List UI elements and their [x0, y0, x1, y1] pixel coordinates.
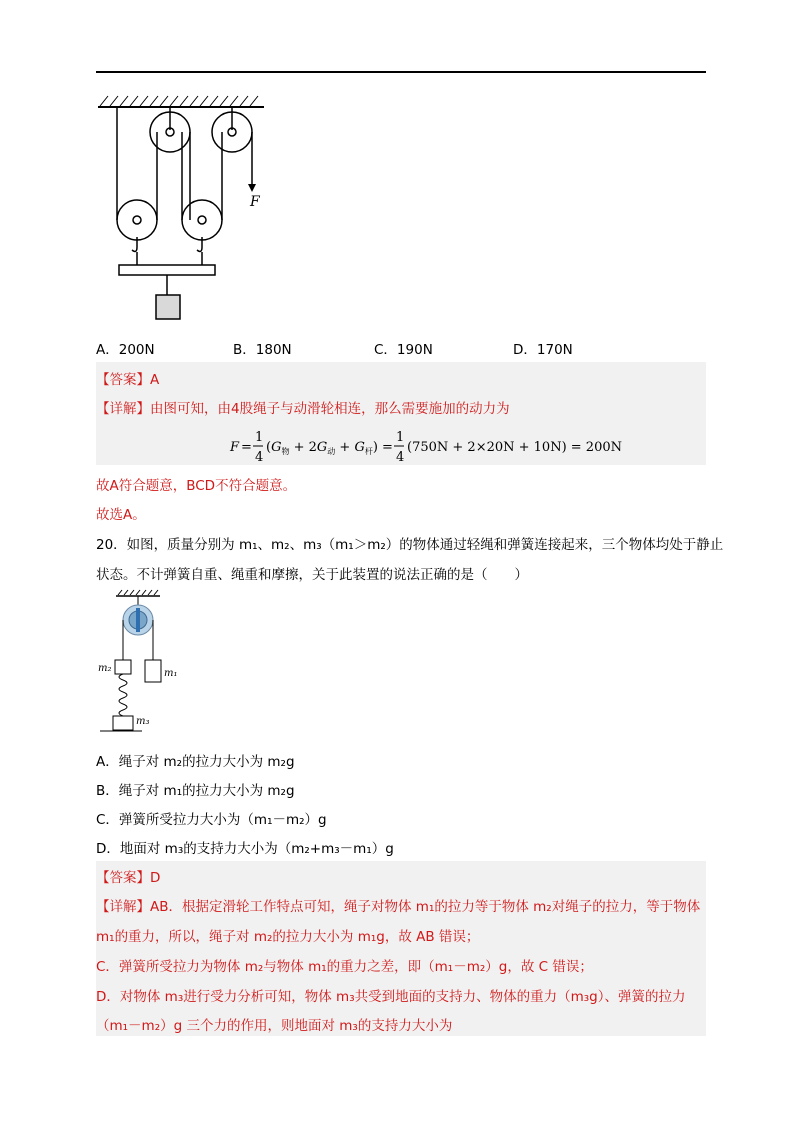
pulley-system-figure	[92, 92, 292, 332]
q20-detail-line-2: m₁的重力，所以，绳子对 m₂的拉力大小为 m₁g，故 AB 错误；	[96, 929, 480, 945]
q20-answer-box	[96, 861, 706, 1036]
m3-label: m₃	[136, 716, 150, 727]
option-c: C．190N	[374, 342, 433, 358]
q20-answer-tag: 【答案】D	[96, 870, 161, 886]
header-rule	[96, 71, 706, 73]
m1-label: m₁	[164, 668, 178, 679]
q19-conclusion-2: 故选A。	[96, 507, 146, 523]
q20-stem-line2: 状态。不计弹簧自重、绳重和摩擦，关于此装置的说法正确的是（ ）	[96, 567, 528, 583]
q20-detail-line-5: （m₁－m₂）g 三个力的作用，则地面对 m₃的支持力大小为	[96, 1018, 453, 1034]
q20-choice-d: D．地面对 m₃的支持力大小为（m₂+m₃－m₁）g	[96, 841, 394, 857]
q20-choice-b: B．绳子对 m₁的拉力大小为 m₂g	[96, 783, 295, 799]
q19-detail-tag: 【详解】	[96, 401, 150, 417]
q20-choice-c: C．弹簧所受拉力大小为（m₁－m₂）g	[96, 812, 327, 828]
svg-text:1: 1	[255, 430, 264, 445]
svg-text:(750N + 2×20N + 10N) = 200N: (750N + 2×20N + 10N) = 200N	[407, 440, 622, 455]
q19-formula	[230, 428, 622, 466]
svg-text:4: 4	[255, 450, 264, 465]
svg-text:4: 4	[396, 450, 405, 465]
svg-text:(G物 + 2G动 + G杆): $(G_物 + 2G_动 + G_杆)$	[266, 440, 378, 456]
spring-pulley-figure	[98, 590, 208, 735]
option-d: D．170N	[513, 342, 573, 358]
m2-label: m₂	[98, 663, 112, 674]
svg-text:=: =	[241, 440, 252, 455]
q20-detail-line-4: D．对物体 m₃进行受力分析可知，物体 m₃共受到地面的支持力、物体的重力（m₃g）、弹簧的拉力	[96, 989, 686, 1005]
option-b: B．180N	[233, 342, 292, 358]
q20-detail-line-1: 【详解】AB．根据定滑轮工作特点可知，绳子对物体 m₁的拉力等于物体 m₂对绳子的拉力，等于物体	[96, 899, 701, 915]
svg-text:F: F	[230, 440, 240, 455]
option-a: A．200N	[96, 342, 155, 358]
q20-choice-a: A．绳子对 m₂的拉力大小为 m₂g	[96, 754, 295, 770]
q20-stem-line1: 20．如图，质量分别为 m₁、m₂、m₃（m₁＞m₂）的物体通过轻绳和弹簧连接起来，三个物体均处于静止	[96, 537, 724, 553]
q19-conclusion-1: 故A符合题意，BCD不符合题意。	[96, 478, 297, 494]
q19-detail-text: 由图可知，由4股绳子与动滑轮相连，那么需要施加的动力为	[150, 401, 510, 417]
force-label: F	[250, 194, 260, 210]
svg-text:1: 1	[396, 430, 405, 445]
q19-detail	[96, 397, 510, 417]
q19-answer-tag: 【答案】A	[96, 372, 160, 388]
q20-detail-line-3: C．弹簧所受拉力为物体 m₂与物体 m₁的重力之差，即（m₁－m₂）g，故 C 错误；	[96, 959, 593, 975]
svg-text:=: =	[382, 440, 393, 455]
